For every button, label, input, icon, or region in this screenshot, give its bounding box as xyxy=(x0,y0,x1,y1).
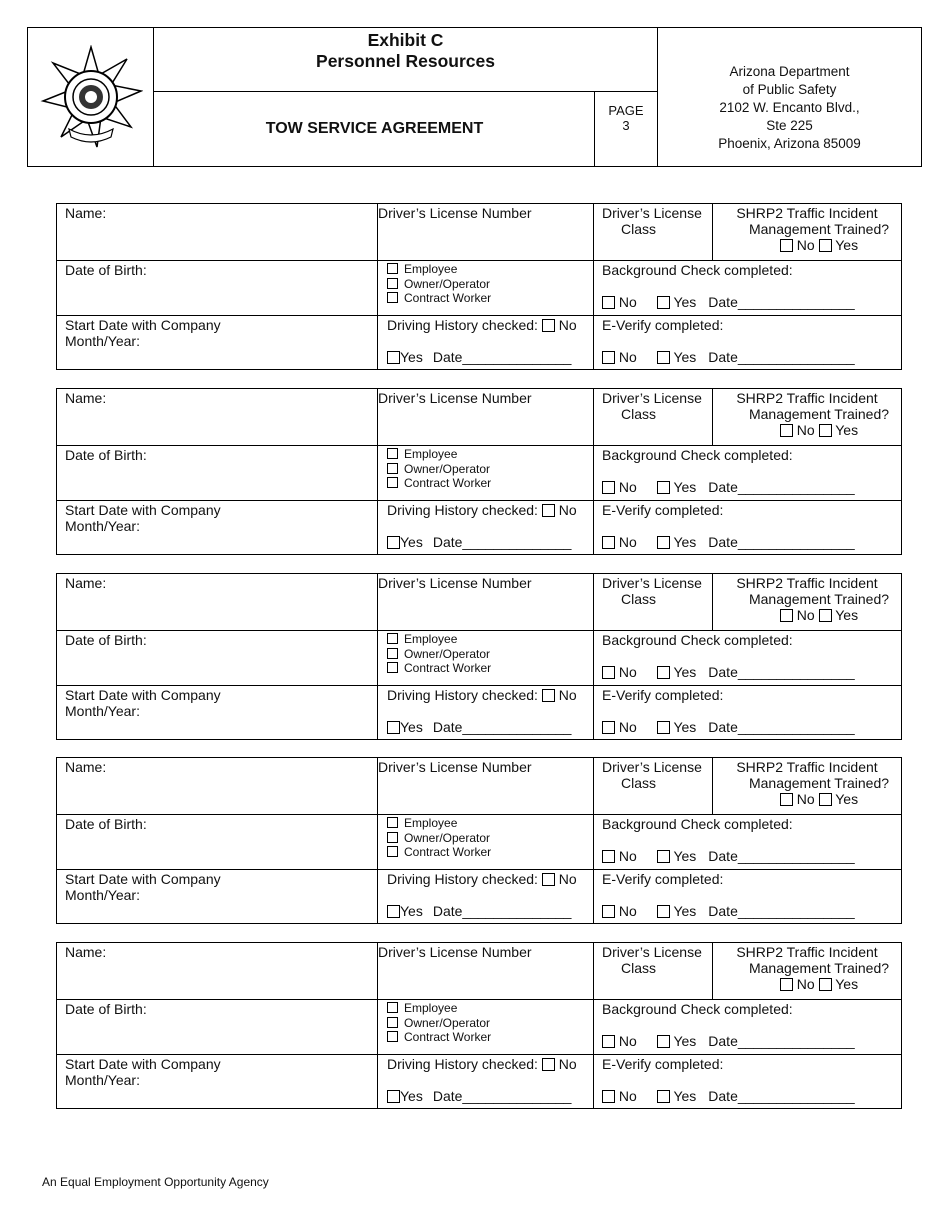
background-check-field xyxy=(594,446,901,501)
dl-class-label: Driver’s License xyxy=(602,205,702,221)
name-field[interactable] xyxy=(57,389,378,446)
personnel-block xyxy=(56,573,902,740)
driving-yes-label: Yes xyxy=(400,719,423,735)
everify-yes-checkbox[interactable] xyxy=(657,351,670,364)
driving-no-checkbox[interactable] xyxy=(542,689,555,702)
contract-worker-label: Contract Worker xyxy=(404,476,492,490)
shrp2-field xyxy=(713,574,901,631)
page-label: PAGE xyxy=(608,103,644,118)
dob-field[interactable] xyxy=(57,446,378,501)
shrp2-label-2: Management Trained? xyxy=(748,406,890,422)
everify-no-checkbox[interactable] xyxy=(602,721,615,734)
address-line-3: Phoenix, Arizona 85009 xyxy=(718,136,861,151)
dl-class-label: Driver’s License xyxy=(602,575,702,591)
owner-operator-label: Owner/Operator xyxy=(404,461,491,476)
employee-label: Employee xyxy=(404,447,458,461)
shrp2-no-checkbox[interactable] xyxy=(780,978,793,991)
everify-no-label: No xyxy=(618,719,637,735)
everify-field xyxy=(594,870,901,923)
contract-worker-checkbox[interactable] xyxy=(387,1031,398,1042)
shrp2-no-checkbox[interactable] xyxy=(780,793,793,806)
start-date-field[interactable] xyxy=(57,870,378,923)
driving-yes-checkbox[interactable] xyxy=(387,1090,400,1103)
document-header xyxy=(27,27,922,167)
driving-yes-checkbox[interactable] xyxy=(387,721,400,734)
background-check-field xyxy=(594,631,901,686)
contract-worker-label: Contract Worker xyxy=(404,291,492,305)
shrp2-field xyxy=(713,943,901,1000)
dl-class-label-2: Class xyxy=(621,221,657,237)
driving-history-label: Driving History checked: xyxy=(387,502,538,518)
shrp2-field xyxy=(713,204,901,261)
background-check-label: Background Check completed: xyxy=(602,447,793,463)
shrp2-yes-label: Yes xyxy=(835,237,859,253)
driving-no-checkbox[interactable] xyxy=(542,873,555,886)
everify-yes-label: Yes xyxy=(673,534,697,550)
shrp2-label-2: Management Trained? xyxy=(748,591,890,607)
name-label: Name: xyxy=(65,575,107,591)
driving-date-field[interactable]: Date______________ xyxy=(432,349,572,365)
start-date-label-2: Month/Year: xyxy=(65,1072,140,1088)
dl-class-label-2: Class xyxy=(621,960,657,976)
shrp2-yes-label: Yes xyxy=(835,976,859,992)
shrp2-label: SHRP2 Traffic Incident xyxy=(736,205,878,221)
everify-label: E-Verify completed: xyxy=(602,871,724,887)
background-check-field xyxy=(594,261,901,316)
dps-seal-icon xyxy=(39,45,143,149)
everify-no-label: No xyxy=(618,1088,637,1104)
driving-history-label: Driving History checked: xyxy=(387,687,538,703)
everify-no-checkbox[interactable] xyxy=(602,536,615,549)
background-no-label: No xyxy=(618,848,637,864)
background-date-field[interactable]: Date_______________ xyxy=(708,1033,855,1049)
dl-number-label: Driver’s License Number xyxy=(378,759,532,775)
start-date-label-2: Month/Year: xyxy=(65,703,140,719)
start-date-field[interactable] xyxy=(57,501,378,554)
background-yes-label: Yes xyxy=(673,848,697,864)
contract-worker-checkbox[interactable] xyxy=(387,477,398,488)
start-date-label: Start Date with Company xyxy=(65,502,221,518)
background-yes-label: Yes xyxy=(673,479,697,495)
background-date-field[interactable]: Date_______________ xyxy=(708,479,855,495)
everify-no-checkbox[interactable] xyxy=(602,351,615,364)
driving-no-checkbox[interactable] xyxy=(542,319,555,332)
driving-yes-label: Yes xyxy=(400,349,423,365)
shrp2-label: SHRP2 Traffic Incident xyxy=(736,944,878,960)
agency-line-2: of Public Safety xyxy=(742,82,837,97)
everify-field xyxy=(594,686,901,739)
contract-worker-label: Contract Worker xyxy=(404,845,492,859)
dob-label: Date of Birth: xyxy=(65,447,147,463)
page-number-cell xyxy=(594,92,657,166)
start-date-field[interactable] xyxy=(57,686,378,739)
contract-worker-checkbox[interactable] xyxy=(387,292,398,303)
driving-history-label: Driving History checked: xyxy=(387,1056,538,1072)
shrp2-no-checkbox[interactable] xyxy=(780,239,793,252)
shrp2-yes-checkbox[interactable] xyxy=(819,239,832,252)
dl-class-label: Driver’s License xyxy=(602,944,702,960)
everify-field xyxy=(594,316,901,369)
background-check-label: Background Check completed: xyxy=(602,1001,793,1017)
everify-no-label: No xyxy=(618,903,637,919)
everify-yes-label: Yes xyxy=(673,903,697,919)
background-no-checkbox[interactable] xyxy=(602,481,615,494)
driving-date-field[interactable]: Date______________ xyxy=(432,534,572,550)
everify-field xyxy=(594,501,901,554)
background-yes-checkbox[interactable] xyxy=(657,296,670,309)
worker-type-field xyxy=(378,1000,594,1055)
background-yes-label: Yes xyxy=(673,294,697,310)
driving-history-label: Driving History checked: xyxy=(387,317,538,333)
agency-line-1: Arizona Department xyxy=(729,64,850,79)
shrp2-yes-label: Yes xyxy=(835,607,859,623)
name-label: Name: xyxy=(65,759,107,775)
name-label: Name: xyxy=(65,205,107,221)
dl-class-field[interactable] xyxy=(594,943,713,1000)
everify-label: E-Verify completed: xyxy=(602,1056,724,1072)
dl-number-label: Driver’s License Number xyxy=(378,944,532,960)
background-check-field xyxy=(594,815,901,870)
everify-yes-checkbox[interactable] xyxy=(657,536,670,549)
agreement-title-cell xyxy=(154,92,595,166)
dl-number-field[interactable] xyxy=(378,204,594,261)
everify-yes-label: Yes xyxy=(673,1088,697,1104)
background-no-checkbox[interactable] xyxy=(602,296,615,309)
shrp2-label-2: Management Trained? xyxy=(748,960,890,976)
start-date-label-2: Month/Year: xyxy=(65,518,140,534)
name-field[interactable] xyxy=(57,758,378,815)
section-title: Personnel Resources xyxy=(316,51,495,71)
background-yes-checkbox[interactable] xyxy=(657,481,670,494)
background-date-field[interactable]: Date_______________ xyxy=(708,664,855,680)
driving-no-label: No xyxy=(558,687,577,703)
start-date-label: Start Date with Company xyxy=(65,1056,221,1072)
dl-class-label-2: Class xyxy=(621,591,657,607)
dl-number-field[interactable] xyxy=(378,943,594,1000)
owner-operator-label: Owner/Operator xyxy=(404,646,491,661)
background-no-checkbox[interactable] xyxy=(602,1035,615,1048)
everify-label: E-Verify completed: xyxy=(602,502,724,518)
name-label: Name: xyxy=(65,390,107,406)
page-number: 3 xyxy=(622,118,630,133)
everify-label: E-Verify completed: xyxy=(602,317,724,333)
everify-label: E-Verify completed: xyxy=(602,687,724,703)
everify-no-label: No xyxy=(618,349,637,365)
everify-field xyxy=(594,1055,901,1108)
dob-field[interactable] xyxy=(57,815,378,870)
background-yes-checkbox[interactable] xyxy=(657,666,670,679)
employee-checkbox[interactable] xyxy=(387,817,398,828)
driving-yes-checkbox[interactable] xyxy=(387,536,400,549)
background-no-label: No xyxy=(618,1033,637,1049)
dl-class-field[interactable] xyxy=(594,389,713,446)
driving-history-field xyxy=(378,686,594,739)
personnel-block xyxy=(56,203,902,370)
driving-yes-checkbox[interactable] xyxy=(387,905,400,918)
owner-operator-label: Owner/Operator xyxy=(404,830,491,845)
background-check-label: Background Check completed: xyxy=(602,262,793,278)
shrp2-no-label: No xyxy=(796,607,815,623)
shrp2-label: SHRP2 Traffic Incident xyxy=(736,759,878,775)
everify-no-label: No xyxy=(618,534,637,550)
background-no-checkbox[interactable] xyxy=(602,850,615,863)
owner-operator-checkbox[interactable] xyxy=(387,463,398,474)
owner-operator-checkbox[interactable] xyxy=(387,832,398,843)
dl-number-field[interactable] xyxy=(378,574,594,631)
start-date-label: Start Date with Company xyxy=(65,871,221,887)
dl-number-label: Driver’s License Number xyxy=(378,390,532,406)
driving-no-checkbox[interactable] xyxy=(542,504,555,517)
everify-date-field[interactable]: Date_______________ xyxy=(708,349,855,365)
driving-no-label: No xyxy=(558,871,577,887)
driving-yes-label: Yes xyxy=(400,903,423,919)
everify-yes-label: Yes xyxy=(673,349,697,365)
background-no-label: No xyxy=(618,294,637,310)
dob-field[interactable] xyxy=(57,1000,378,1055)
driving-history-field xyxy=(378,870,594,923)
employee-checkbox[interactable] xyxy=(387,1002,398,1013)
shrp2-label: SHRP2 Traffic Incident xyxy=(736,575,878,591)
background-no-label: No xyxy=(618,479,637,495)
shrp2-no-label: No xyxy=(796,422,815,438)
worker-type-field xyxy=(378,815,594,870)
footer-text: An Equal Employment Opportunity Agency xyxy=(42,1175,269,1189)
owner-operator-checkbox[interactable] xyxy=(387,648,398,659)
name-field[interactable] xyxy=(57,574,378,631)
shrp2-yes-label: Yes xyxy=(835,422,859,438)
driving-no-checkbox[interactable] xyxy=(542,1058,555,1071)
everify-date-field[interactable]: Date_______________ xyxy=(708,534,855,550)
employee-checkbox[interactable] xyxy=(387,263,398,274)
shrp2-no-label: No xyxy=(796,237,815,253)
shrp2-no-label: No xyxy=(796,976,815,992)
background-check-label: Background Check completed: xyxy=(602,816,793,832)
agency-address-cell xyxy=(657,28,921,166)
background-yes-checkbox[interactable] xyxy=(657,850,670,863)
background-no-label: No xyxy=(618,664,637,680)
dl-number-field[interactable] xyxy=(378,758,594,815)
driving-history-label: Driving History checked: xyxy=(387,871,538,887)
driving-no-label: No xyxy=(558,317,577,333)
shrp2-field xyxy=(713,758,901,815)
contract-worker-checkbox[interactable] xyxy=(387,662,398,673)
background-no-checkbox[interactable] xyxy=(602,666,615,679)
start-date-label-2: Month/Year: xyxy=(65,333,140,349)
owner-operator-checkbox[interactable] xyxy=(387,1017,398,1028)
dob-field[interactable] xyxy=(57,261,378,316)
driving-history-field xyxy=(378,1055,594,1108)
start-date-label: Start Date with Company xyxy=(65,317,221,333)
worker-type-field xyxy=(378,446,594,501)
everify-date-field[interactable]: Date_______________ xyxy=(708,719,855,735)
everify-yes-checkbox[interactable] xyxy=(657,1090,670,1103)
dl-class-label: Driver’s License xyxy=(602,390,702,406)
driving-date-field[interactable]: Date______________ xyxy=(432,903,572,919)
background-yes-label: Yes xyxy=(673,664,697,680)
owner-operator-label: Owner/Operator xyxy=(404,276,491,291)
shrp2-label: SHRP2 Traffic Incident xyxy=(736,390,878,406)
name-field[interactable] xyxy=(57,204,378,261)
everify-date-field[interactable]: Date_______________ xyxy=(708,1088,855,1104)
shrp2-label-2: Management Trained? xyxy=(748,221,890,237)
shrp2-yes-checkbox[interactable] xyxy=(819,978,832,991)
dl-class-label-2: Class xyxy=(621,775,657,791)
worker-type-field xyxy=(378,631,594,686)
owner-operator-checkbox[interactable] xyxy=(387,278,398,289)
name-field[interactable] xyxy=(57,943,378,1000)
dob-label: Date of Birth: xyxy=(65,816,147,832)
everify-yes-label: Yes xyxy=(673,719,697,735)
background-check-label: Background Check completed: xyxy=(602,632,793,648)
shrp2-no-checkbox[interactable] xyxy=(780,609,793,622)
exhibit-title: Exhibit C xyxy=(367,30,444,50)
dl-class-field[interactable] xyxy=(594,574,713,631)
driving-date-field[interactable]: Date______________ xyxy=(432,1088,572,1104)
start-date-label: Start Date with Company xyxy=(65,687,221,703)
shrp2-field xyxy=(713,389,901,446)
background-date-field[interactable]: Date_______________ xyxy=(708,294,855,310)
employee-checkbox[interactable] xyxy=(387,633,398,644)
seal-cell xyxy=(28,28,154,166)
background-check-field xyxy=(594,1000,901,1055)
personnel-block xyxy=(56,942,902,1109)
exhibit-title-cell xyxy=(154,28,657,92)
driving-yes-checkbox[interactable] xyxy=(387,351,400,364)
employee-label: Employee xyxy=(404,632,458,646)
everify-yes-checkbox[interactable] xyxy=(657,905,670,918)
dl-class-label: Driver’s License xyxy=(602,759,702,775)
dob-label: Date of Birth: xyxy=(65,632,147,648)
background-date-field[interactable]: Date_______________ xyxy=(708,848,855,864)
dob-label: Date of Birth: xyxy=(65,1001,147,1017)
employee-label: Employee xyxy=(404,816,458,830)
dl-class-field[interactable] xyxy=(594,758,713,815)
driving-history-field xyxy=(378,501,594,554)
shrp2-yes-label: Yes xyxy=(835,791,859,807)
employee-label: Employee xyxy=(404,262,458,276)
contract-worker-label: Contract Worker xyxy=(404,661,492,675)
employee-checkbox[interactable] xyxy=(387,448,398,459)
start-date-field[interactable] xyxy=(57,316,378,369)
start-date-label-2: Month/Year: xyxy=(65,887,140,903)
dl-class-field[interactable] xyxy=(594,204,713,261)
personnel-block xyxy=(56,388,902,555)
dob-field[interactable] xyxy=(57,631,378,686)
address-line-1: 2102 W. Encanto Blvd., xyxy=(719,100,860,115)
name-label: Name: xyxy=(65,944,107,960)
everify-date-field[interactable]: Date_______________ xyxy=(708,903,855,919)
everify-no-checkbox[interactable] xyxy=(602,1090,615,1103)
driving-date-field[interactable]: Date______________ xyxy=(432,719,572,735)
driving-yes-label: Yes xyxy=(400,1088,423,1104)
driving-no-label: No xyxy=(558,502,577,518)
dl-class-label-2: Class xyxy=(621,406,657,422)
dl-number-label: Driver’s License Number xyxy=(378,575,532,591)
driving-no-label: No xyxy=(558,1056,577,1072)
employee-label: Employee xyxy=(404,1001,458,1015)
dob-label: Date of Birth: xyxy=(65,262,147,278)
personnel-block xyxy=(56,757,902,924)
shrp2-yes-checkbox[interactable] xyxy=(819,609,832,622)
contract-worker-label: Contract Worker xyxy=(404,1030,492,1044)
owner-operator-label: Owner/Operator xyxy=(404,1015,491,1030)
shrp2-no-checkbox[interactable] xyxy=(780,424,793,437)
document-title: TOW SERVICE AGREEMENT xyxy=(265,120,484,137)
shrp2-yes-checkbox[interactable] xyxy=(819,793,832,806)
shrp2-yes-checkbox[interactable] xyxy=(819,424,832,437)
shrp2-no-label: No xyxy=(796,791,815,807)
shrp2-label-2: Management Trained? xyxy=(748,775,890,791)
start-date-field[interactable] xyxy=(57,1055,378,1108)
contract-worker-checkbox[interactable] xyxy=(387,846,398,857)
everify-yes-checkbox[interactable] xyxy=(657,721,670,734)
background-yes-label: Yes xyxy=(673,1033,697,1049)
everify-no-checkbox[interactable] xyxy=(602,905,615,918)
address-line-2: Ste 225 xyxy=(766,118,813,133)
background-yes-checkbox[interactable] xyxy=(657,1035,670,1048)
dl-number-label: Driver’s License Number xyxy=(378,205,532,221)
worker-type-field xyxy=(378,261,594,316)
driving-yes-label: Yes xyxy=(400,534,423,550)
dl-number-field[interactable] xyxy=(378,389,594,446)
driving-history-field xyxy=(378,316,594,369)
